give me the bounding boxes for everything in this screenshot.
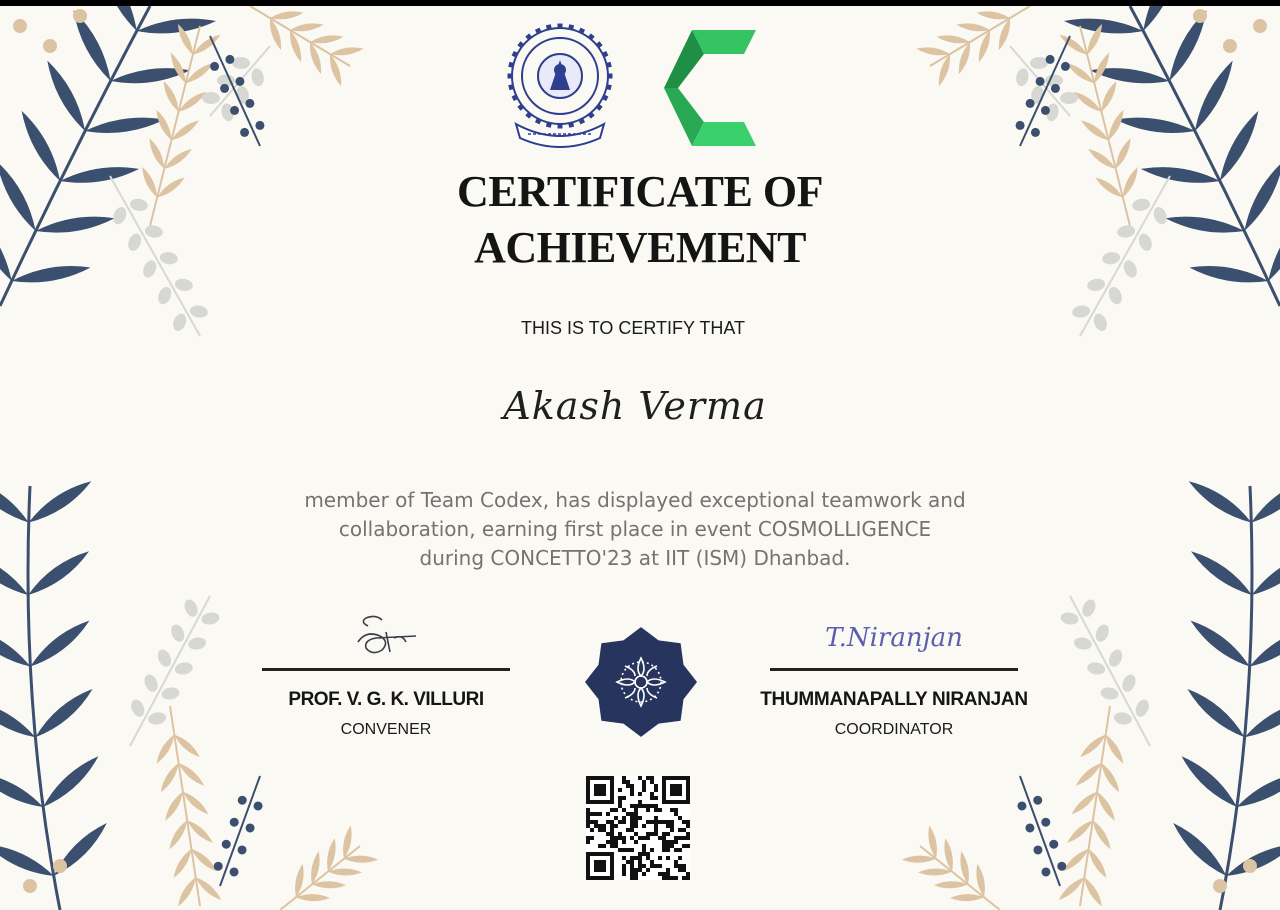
coordinator-role: COORDINATOR	[834, 721, 954, 738]
coordinator-name: THUMMANAPALLY NIRANJAN	[760, 689, 1028, 710]
description-line-1: member of Team Codex, has displayed exceptional teamwork and	[304, 488, 966, 512]
decorative-emblem-icon	[583, 626, 699, 738]
concetto-logo-icon	[664, 30, 756, 146]
certificate-page	[0, 6, 1280, 910]
description-line-3: during CONCETTO'23 at IIT (ISM) Dhanbad.	[419, 546, 851, 570]
convener-name: PROF. V. G. K. VILLURI	[288, 689, 484, 710]
coordinator-signature-block	[760, 612, 1028, 739]
title-line-2: ACHIEVEMENT	[474, 223, 806, 272]
description-line-2: collaboration, earning first place in event COSMOLLIGENCE	[338, 517, 932, 541]
verification-qr-code[interactable]	[586, 776, 690, 880]
signature-line	[770, 668, 1018, 671]
certify-statement: THIS IS TO CERTIFY THAT	[520, 318, 746, 338]
coordinator-signature: T.Niranjan	[825, 623, 963, 653]
convener-signature-icon	[346, 612, 426, 664]
convener-signature-block	[262, 612, 510, 739]
recipient-name: Akash Verma	[503, 384, 767, 428]
title-line-1: CERTIFICATE OF	[457, 167, 823, 216]
convener-role: CONVENER	[340, 721, 432, 738]
iit-ism-seal-icon	[502, 20, 618, 150]
botanical-border-decoration	[0, 6, 1280, 910]
certificate-title	[0, 164, 1280, 276]
achievement-description	[240, 486, 1030, 573]
signature-line	[262, 668, 510, 671]
